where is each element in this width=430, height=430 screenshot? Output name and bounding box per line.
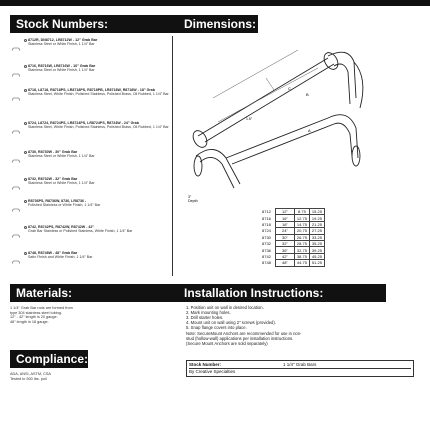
dimensions-cell: 8732 xyxy=(262,241,271,247)
dimensions-cell: 12.75 xyxy=(294,215,309,221)
dimensions-cell: 19.25 xyxy=(309,215,324,221)
stock-item-code: 8748, R8748W - 48" Grab Bar xyxy=(28,251,78,255)
dimensions-cell: 28.75 xyxy=(294,240,309,246)
dimensions-cell: 33.25 xyxy=(309,234,324,240)
dimensions-cell: 36" xyxy=(275,247,294,253)
stock-item-code: 8716, R8716W, LR8716W - 16" Grab Bar xyxy=(28,64,96,68)
dimensions-cell: 8712 xyxy=(262,209,271,215)
stock-item-bullet xyxy=(24,39,27,42)
install-step: 1. Position unit on wall in desired location. xyxy=(186,305,264,310)
installation-steps xyxy=(186,305,416,346)
compliance-header xyxy=(10,350,88,368)
stock-brand: By Creative Specialties xyxy=(189,369,236,374)
diagram-label-b: B xyxy=(306,92,309,97)
grab-bar-thumbnail-icon xyxy=(12,251,20,255)
dimensions-cell: 30" xyxy=(275,234,294,240)
dimensions-cell: 51.25 xyxy=(309,260,324,266)
dimensions-cell: 45.25 xyxy=(309,253,324,259)
grab-bar-thumbnail-icon xyxy=(12,150,20,154)
dimensions-header xyxy=(178,15,258,33)
dimensions-cell: 44.75 xyxy=(294,260,309,266)
stock-item xyxy=(28,38,173,47)
install-step: 5. Snap flange covers into place. xyxy=(186,325,247,330)
dimensions-cell: 38.75 xyxy=(294,253,309,259)
dimensions-cell: 8730 xyxy=(262,234,271,240)
stock-item-bullet xyxy=(24,151,27,154)
dimensions-cell: 20.75 xyxy=(294,228,309,234)
dimensions-cell: 35.25 xyxy=(309,240,324,246)
stock-item-bullet xyxy=(24,200,27,203)
stock-item-desc: Grab Bar Stainless or Polished Stainless, White Finish, 1 1/4" Bar xyxy=(28,229,133,234)
stock-item-desc: Stainless Steel or White Finish, 1 1/4" Bar xyxy=(28,68,95,73)
grab-bar-thumbnail-icon xyxy=(12,225,20,229)
stock-item-desc: Stainless Steel, White Finish, Polished Stainless, Polished Brass, Oil Rubbed, 1 1/4" Bar xyxy=(28,125,169,130)
stock-item xyxy=(28,121,173,130)
compliance-text xyxy=(10,372,170,381)
stock-item-code: 8732, R8732W - 32" Grab Bar xyxy=(28,177,78,181)
materials-title: Materials: xyxy=(16,286,73,300)
diagram-depth-word: Depth xyxy=(188,199,198,203)
dimensions-cell: 8742 xyxy=(262,253,271,259)
installation-title: Installation Instructions: xyxy=(184,286,324,300)
materials-text xyxy=(10,306,170,324)
stock-item-bullet xyxy=(24,122,27,125)
stock-item-bullet xyxy=(24,65,27,68)
stock-item-bullet xyxy=(24,89,27,92)
dimensions-cell: 24" xyxy=(275,228,294,234)
stock-item-bullet xyxy=(24,252,27,255)
dimensions-cell: 8748 xyxy=(262,260,271,266)
dimensions-cell: 8.75 xyxy=(294,209,309,215)
dimensions-cell: 8716 xyxy=(262,215,271,221)
stock-item-code: 8718, L8718, R8718PS, LR8718PS, R8718PB, LR8718W, R8718W - 18" Grab xyxy=(28,88,155,92)
diagram-label-a: A xyxy=(308,128,311,133)
install-note xyxy=(186,331,416,346)
top-stripe xyxy=(0,0,430,6)
stock-number-label: Stock Number: xyxy=(189,362,222,367)
stock-item-code: 8712R, DN8712, LR8712W - 12" Grab Bar xyxy=(28,38,98,42)
compliance-line: Tested to 500 lbs. pull xyxy=(10,376,47,381)
grab-bar-thumbnail-icon xyxy=(12,121,20,125)
dimensions-cell: 12" xyxy=(275,209,294,215)
stock-item-desc: Stainless Steel, White Finish, Polished Stainless, Polished Brass, Oil Rubbed, 1 1/4" Bar xyxy=(28,92,169,97)
dimensions-cell: 27.25 xyxy=(309,228,324,234)
diagram-tube-label: 1.5" xyxy=(246,117,253,121)
install-step: 4. Mount unit on wall using 2" screws (provided). xyxy=(186,320,276,325)
grab-bar-thumbnail-icon xyxy=(12,64,20,68)
install-note-line: (Secure Mount Anchors are sold separately) xyxy=(186,341,268,346)
materials-line: type 304 stainless steel tubing. xyxy=(10,310,62,315)
stock-item-desc: Polished Stainless or White Finish, 1 1/4" Bar xyxy=(28,203,101,208)
dimensions-cell: 42" xyxy=(275,253,294,259)
install-note-line: stud (hollow-wall) applications per installation instructions. xyxy=(186,336,294,341)
materials-line: 12" - 42" length is 20 gauge. xyxy=(10,315,58,320)
grab-bar-thumbnail-icon xyxy=(12,177,20,181)
dimensions-cell: 26.75 xyxy=(294,234,309,240)
installation-header xyxy=(178,284,386,302)
dimensions-cell: 32" xyxy=(275,240,294,246)
stock-number-box xyxy=(186,360,414,377)
materials-header xyxy=(10,284,180,302)
dimensions-table xyxy=(260,208,325,267)
stock-number-value: 1 1/4" Grab Bars xyxy=(283,362,317,367)
grab-bar-thumbnail-icon xyxy=(12,38,20,42)
dimensions-cell: 8718 xyxy=(262,221,271,227)
grab-bar-thumbnail-icon xyxy=(12,199,20,203)
dimensions-cell: 16" xyxy=(275,215,294,221)
stock-item-desc: Satin Finish and White Finish, 1 1/4" Bar xyxy=(28,255,93,260)
dimensions-cell: 32.75 xyxy=(294,247,309,253)
stock-item-desc: Stainless Steel or White Finish, 1 1/4" Bar xyxy=(28,154,95,159)
materials-line: 1 1/4" Grab Bar rods are formed from xyxy=(10,306,73,310)
stock-item-code: 8730, R8730W - 30" Grab Bar xyxy=(28,150,78,154)
stock-item xyxy=(28,177,173,186)
diagram-depth-label: 3" xyxy=(188,195,192,199)
dimensions-cell: 48" xyxy=(275,260,294,266)
dimensions-cell: 8736 xyxy=(262,247,271,253)
dimensions-cell: 21.25 xyxy=(309,221,324,227)
stock-item xyxy=(28,88,173,97)
stock-item-desc: Stainless Steel or White Finish, 1 1/4" Bar xyxy=(28,42,95,47)
dimensions-title: Dimensions: xyxy=(184,17,257,31)
stock-item xyxy=(28,64,173,73)
dimensions-cell: 14.75 xyxy=(294,221,309,227)
grab-bar-thumbnail-icon xyxy=(12,88,20,92)
stock-numbers-title: Stock Numbers: xyxy=(16,17,109,31)
dimensions-cell: 39.25 xyxy=(309,247,324,253)
stock-item xyxy=(28,225,173,234)
install-step: 3. Drill starter holes. xyxy=(186,315,224,320)
stock-item-code: 8724, L8724, R8724PS, LR8724PS, LR8724PS, R8724W - 24" Grab xyxy=(28,121,139,125)
materials-line: 48" length is 18 gauge. xyxy=(10,319,49,324)
install-note-line: Note: SecureMount Anchors are recommended for use in non- xyxy=(186,331,302,336)
stock-item-bullet xyxy=(24,178,27,181)
stock-item xyxy=(28,251,173,260)
dimensions-cell: 18" xyxy=(275,221,294,227)
stock-item xyxy=(28,150,173,159)
install-step: 2. Mark mounting holes. xyxy=(186,310,231,315)
stock-numbers-header xyxy=(10,15,180,33)
diagram-label-c: C xyxy=(288,86,291,91)
stock-item-desc: Stainless Steel or White Finish, 1 1/4" Bar xyxy=(28,181,95,186)
stock-item xyxy=(28,199,173,208)
grab-bar-diagram xyxy=(178,38,410,203)
dimensions-table-wrap xyxy=(260,208,325,267)
stock-item-code: 8742, R8742PS, R8742W, R8742W - 42" xyxy=(28,225,95,229)
dimensions-cell: 8724 xyxy=(262,228,271,234)
dimensions-cell: 15.25 xyxy=(309,209,324,215)
compliance-line: ADA, ANSI, ASTM, CSA xyxy=(10,372,51,376)
compliance-title: Compliance: xyxy=(16,352,89,366)
stock-item-code: R8736PS, R8736W, 8736, LR8736 - xyxy=(28,199,87,203)
dimensions-row xyxy=(260,260,324,266)
stock-item-bullet xyxy=(24,226,27,229)
